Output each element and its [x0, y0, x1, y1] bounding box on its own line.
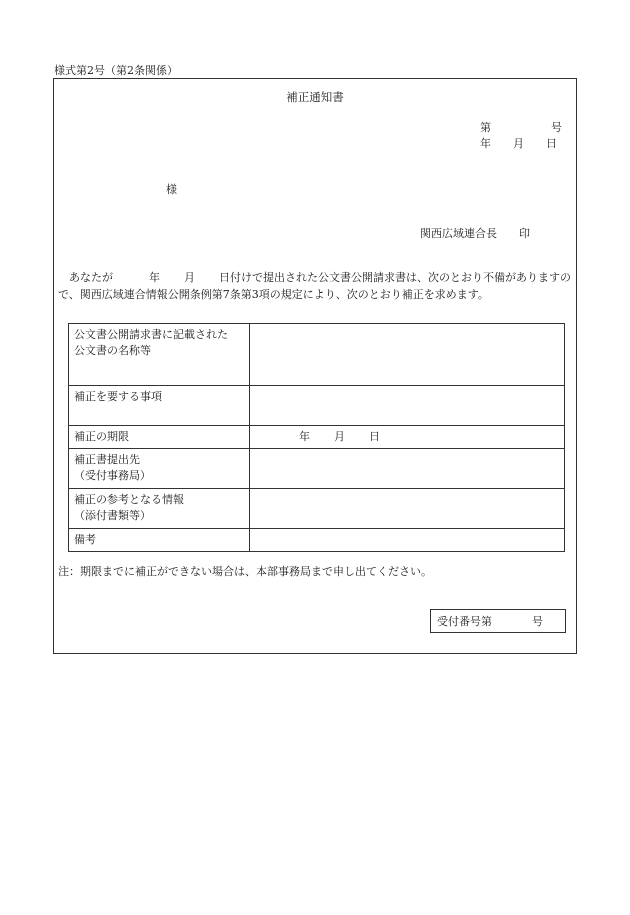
number-prefix: 第: [480, 121, 491, 134]
document-title: 補正通知書: [286, 90, 344, 104]
deadline-field[interactable]: [250, 426, 565, 449]
correction-details-table: [68, 323, 565, 552]
receipt-number-box: [430, 609, 566, 633]
body-month-label: 月: [184, 271, 195, 284]
table-row: [69, 449, 565, 489]
table-row: [69, 324, 565, 386]
table-row-label: [69, 426, 250, 449]
reference-info-field[interactable]: [250, 489, 565, 529]
label-line: 公文書公開請求書に記載された: [74, 328, 228, 341]
table-row-label: [69, 489, 250, 529]
deadline-day-label: 日: [369, 430, 380, 443]
table-row: [69, 489, 565, 529]
document-date-line: [480, 135, 557, 151]
table-row: [69, 426, 565, 449]
issuer-line: [420, 225, 530, 241]
body-intro: あなたが: [69, 271, 113, 284]
document-name-field[interactable]: [250, 324, 565, 386]
label-line: 補正の期限: [74, 430, 129, 443]
footnote: 注：期限までに補正ができない場合は、本部事務局まで申し出てください。: [58, 565, 432, 578]
number-suffix: 号: [551, 121, 562, 134]
issuer-name: 関西広域連合長: [420, 227, 497, 240]
required-items-field[interactable]: [250, 386, 565, 426]
date-year-label: 年: [480, 137, 491, 150]
label-line: 補正を要する事項: [74, 390, 162, 403]
table-row-label: [69, 529, 250, 552]
document-number-line: [480, 119, 562, 135]
table-row-label: [69, 324, 250, 386]
table-row: [69, 529, 565, 552]
addressee-line: [166, 181, 177, 197]
table-row: [69, 386, 565, 426]
body-year-label: 年: [149, 271, 160, 284]
form-number-label: 様式第2号（第2条関係）: [54, 64, 178, 77]
addressee-suffix: 様: [166, 183, 177, 196]
receipt-prefix: 受付番号第: [437, 615, 492, 628]
receipt-suffix: 号: [532, 615, 543, 628]
label-line: 備考: [74, 533, 96, 546]
submission-office-field[interactable]: [250, 449, 565, 489]
label-line: （受付事務局）: [74, 469, 151, 482]
issuer-seal: 印: [519, 227, 530, 240]
date-month-label: 月: [513, 137, 524, 150]
remarks-field[interactable]: [250, 529, 565, 552]
table-row-label: [69, 386, 250, 426]
table-row-label: [69, 449, 250, 489]
body-paragraph: [58, 269, 572, 303]
deadline-year-label: 年: [299, 430, 310, 443]
date-day-label: 日: [546, 137, 557, 150]
deadline-month-label: 月: [334, 430, 345, 443]
label-line: 補正の参考となる情報: [74, 493, 184, 506]
label-line: 補正書提出先: [74, 453, 140, 466]
body-main-text: 日付けで提出された公文書公開請求書は、次のとおり不備がありますので、関西広域連合情報公開条例第7条第3項の規定により、次のとおり補正を求めます。: [58, 271, 571, 301]
label-line: 公文書の名称等: [74, 344, 151, 357]
form-frame: [53, 78, 577, 654]
label-line: （添付書類等）: [74, 509, 151, 522]
